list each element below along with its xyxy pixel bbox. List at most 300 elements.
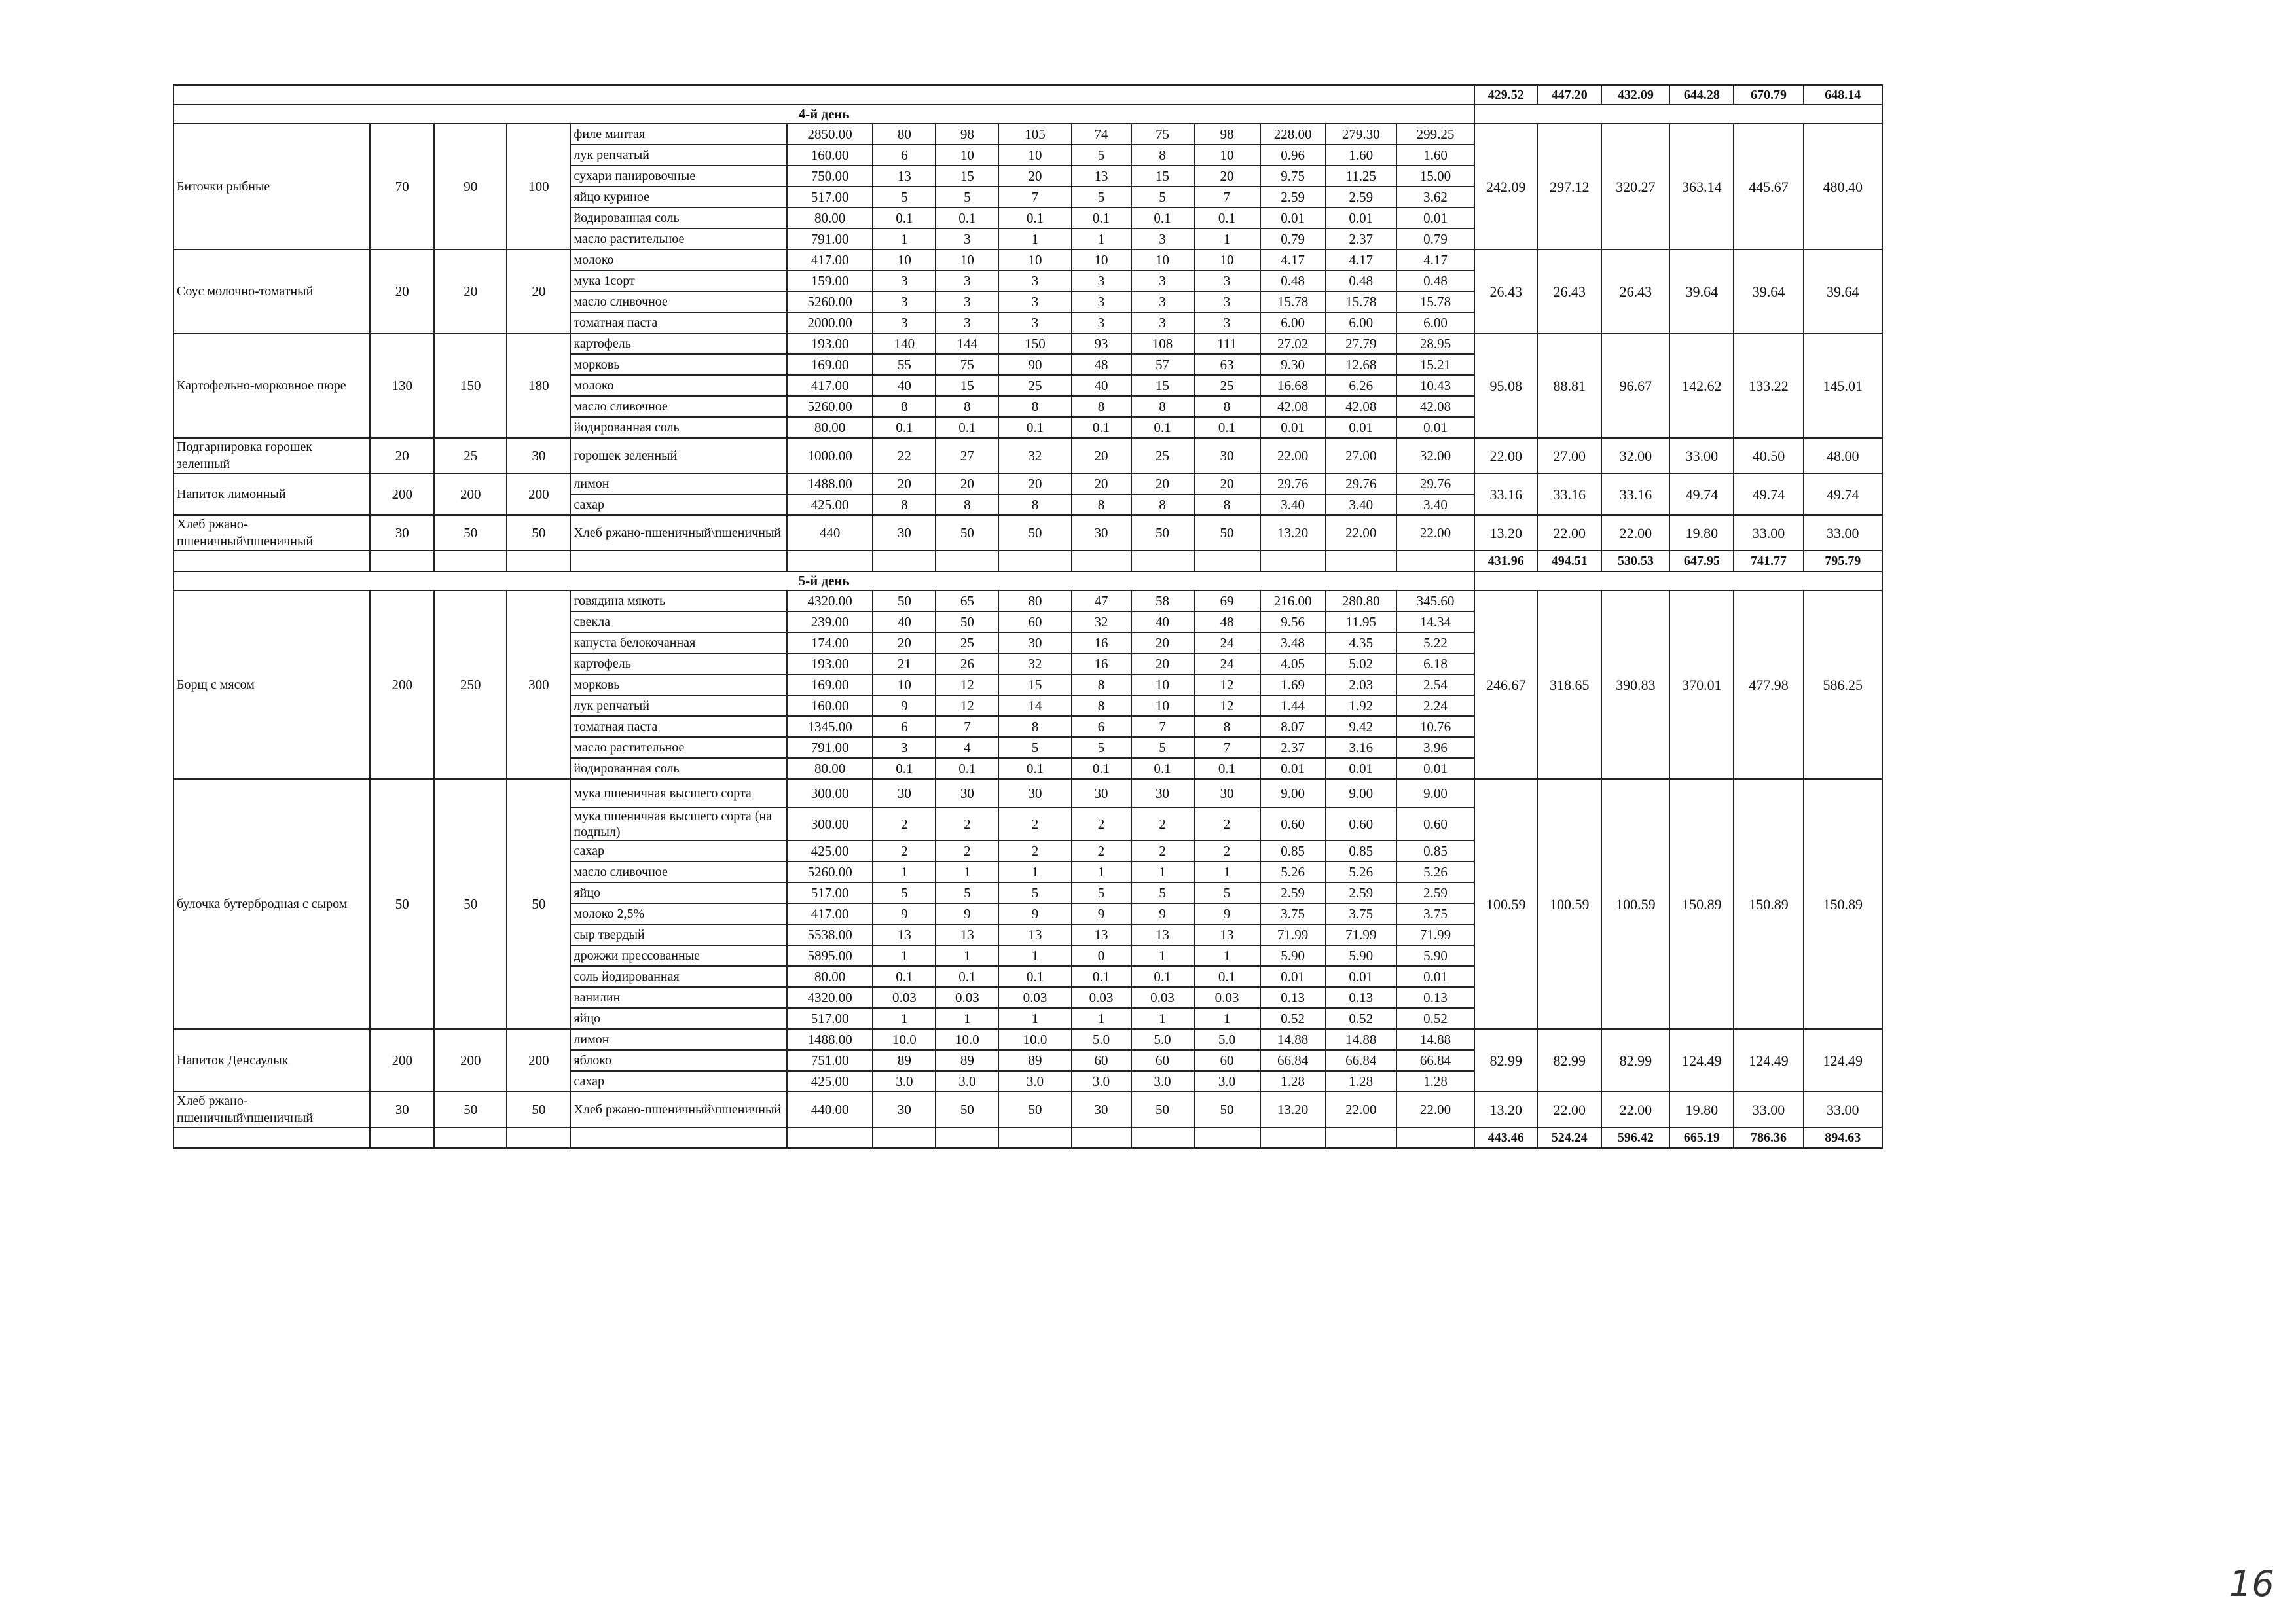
ingredient-weight: 3 [1194, 312, 1260, 333]
ingredient-cost: 9.75 [1260, 166, 1326, 187]
ingredient-price: 517.00 [787, 882, 873, 903]
ingredient-weight: 90 [998, 354, 1071, 375]
dish-total: 22.00 [1601, 515, 1669, 550]
ingredient-weight: 8 [1131, 494, 1194, 515]
dish-total: 33.00 [1669, 438, 1734, 473]
ingredient-row [173, 515, 1882, 550]
ingredient-cost: 5.26 [1326, 861, 1396, 882]
ingredient-weight: 5 [998, 737, 1071, 758]
ingredient-price: 159.00 [787, 270, 873, 291]
ingredient-weight: 9 [936, 903, 998, 924]
ingredient-weight: 3 [1131, 270, 1194, 291]
ingredient-cost: 0.85 [1396, 840, 1474, 861]
ingredient-price: 300.00 [787, 779, 873, 808]
ingredient-cost: 0.01 [1326, 208, 1396, 228]
ingredient-weight: 8 [873, 396, 936, 417]
day-sum: 741.77 [1734, 550, 1803, 571]
day-sum: 443.46 [1474, 1127, 1537, 1148]
blank-cell [998, 550, 1071, 571]
portion-grams: 200 [434, 473, 507, 515]
ingredient-weight: 89 [998, 1050, 1071, 1071]
ingredient-weight: 98 [936, 124, 998, 145]
ingredient-weight: 3 [873, 737, 936, 758]
ingredient-weight: 7 [1131, 716, 1194, 737]
ingredient-weight: 89 [936, 1050, 998, 1071]
ingredient-weight: 40 [873, 375, 936, 396]
dish-total: 33.16 [1601, 473, 1669, 515]
ingredient-weight: 12 [936, 674, 998, 695]
ingredient-name: масло сливочное [570, 396, 787, 417]
ingredient-cost: 29.76 [1326, 473, 1396, 494]
ingredient-cost: 71.99 [1326, 924, 1396, 945]
dish-total: 586.25 [1804, 590, 1882, 779]
ingredient-price: 791.00 [787, 737, 873, 758]
ingredient-weight: 20 [1131, 632, 1194, 653]
ingredient-weight: 3 [873, 270, 936, 291]
ingredient-cost: 1.28 [1326, 1071, 1396, 1092]
ingredient-weight: 15 [1131, 166, 1194, 187]
ingredient-cost: 1.44 [1260, 695, 1326, 716]
portion-grams: 50 [434, 779, 507, 1029]
ingredient-weight: 0.1 [1072, 208, 1131, 228]
ingredient-name: горошек зеленный [570, 438, 787, 473]
ingredient-weight: 30 [1072, 1092, 1131, 1127]
ingredient-price: 5538.00 [787, 924, 873, 945]
ingredient-weight: 1 [998, 228, 1071, 249]
ingredient-cost: 66.84 [1260, 1050, 1326, 1071]
menu-table [173, 84, 1883, 1149]
ingredient-weight: 8 [1194, 494, 1260, 515]
ingredient-weight: 24 [1194, 653, 1260, 674]
ingredient-name: яйцо куриное [570, 187, 787, 208]
ingredient-weight: 21 [873, 653, 936, 674]
portion-grams: 30 [370, 515, 434, 550]
ingredient-price: 5260.00 [787, 396, 873, 417]
ingredient-weight: 0.1 [1194, 417, 1260, 438]
ingredient-weight: 50 [1131, 515, 1194, 550]
ingredient-price: 169.00 [787, 354, 873, 375]
ingredient-cost: 0.01 [1326, 758, 1396, 779]
dish-total: 82.99 [1474, 1029, 1537, 1092]
blank-cell [370, 550, 434, 571]
ingredient-weight: 74 [1072, 124, 1131, 145]
dish-total: 150.89 [1804, 779, 1882, 1029]
ingredient-weight: 20 [998, 166, 1071, 187]
ingredient-weight: 3 [1072, 270, 1131, 291]
ingredient-weight: 3 [873, 312, 936, 333]
ingredient-cost: 0.96 [1260, 145, 1326, 166]
ingredient-weight: 2 [873, 808, 936, 840]
ingredient-row [173, 779, 1882, 808]
ingredient-price: 417.00 [787, 249, 873, 270]
ingredient-cost: 0.13 [1396, 987, 1474, 1008]
ingredient-weight: 8 [1131, 145, 1194, 166]
ingredient-weight: 10 [1194, 249, 1260, 270]
dish-total: 150.89 [1734, 779, 1803, 1029]
ingredient-name: лимон [570, 1029, 787, 1050]
ingredient-price: 1488.00 [787, 1029, 873, 1050]
ingredient-weight: 60 [1194, 1050, 1260, 1071]
ingredient-name: Хлеб ржано-пшеничный\пшеничный [570, 1092, 787, 1127]
ingredient-cost: 2.54 [1396, 674, 1474, 695]
dish-total: 82.99 [1537, 1029, 1601, 1092]
ingredient-price: 751.00 [787, 1050, 873, 1071]
ingredient-weight: 63 [1194, 354, 1260, 375]
ingredient-cost: 0.01 [1396, 417, 1474, 438]
ingredient-weight: 1 [1131, 861, 1194, 882]
dish-total: 19.80 [1669, 515, 1734, 550]
ingredient-cost: 71.99 [1260, 924, 1326, 945]
ingredient-cost: 12.68 [1326, 354, 1396, 375]
ingredient-weight: 5 [873, 187, 936, 208]
ingredient-weight: 0.1 [1194, 758, 1260, 779]
ingredient-row [173, 1092, 1882, 1127]
blank-cell [936, 550, 998, 571]
portion-grams: 100 [507, 124, 570, 249]
dish-total: 39.64 [1804, 249, 1882, 333]
dish-total: 133.22 [1734, 333, 1803, 438]
dish-total: 33.00 [1804, 1092, 1882, 1127]
ingredient-cost: 1.69 [1260, 674, 1326, 695]
day-sum: 665.19 [1669, 1127, 1734, 1148]
blank-cell [1260, 1127, 1326, 1148]
ingredient-price: 169.00 [787, 674, 873, 695]
blank-cell [173, 1127, 370, 1148]
ingredient-name: лимон [570, 473, 787, 494]
blank-cell [570, 1127, 787, 1148]
ingredient-name: картофель [570, 653, 787, 674]
dish-total: 100.59 [1474, 779, 1537, 1029]
ingredient-name: яблоко [570, 1050, 787, 1071]
ingredient-row [173, 1029, 1882, 1050]
ingredient-cost: 9.00 [1260, 779, 1326, 808]
ingredient-cost: 15.21 [1396, 354, 1474, 375]
ingredient-weight: 8 [1072, 674, 1131, 695]
ingredient-cost: 2.59 [1260, 882, 1326, 903]
dish-total: 22.00 [1537, 515, 1601, 550]
ingredient-price: 2850.00 [787, 124, 873, 145]
ingredient-cost: 5.26 [1260, 861, 1326, 882]
ingredient-price: 440 [787, 515, 873, 550]
ingredient-weight: 30 [998, 632, 1071, 653]
ingredient-weight: 8 [1072, 396, 1131, 417]
ingredient-weight: 3 [1131, 228, 1194, 249]
ingredient-weight: 5.0 [1072, 1029, 1131, 1050]
ingredient-cost: 27.00 [1326, 438, 1396, 473]
ingredient-cost: 42.08 [1396, 396, 1474, 417]
ingredient-cost: 0.01 [1396, 208, 1474, 228]
dish-name: Хлеб ржано-пшеничный\пшеничный [173, 515, 370, 550]
dish-total: 390.83 [1601, 590, 1669, 779]
ingredient-weight: 12 [936, 695, 998, 716]
ingredient-name: масло сливочное [570, 861, 787, 882]
ingredient-cost: 0.01 [1326, 966, 1396, 987]
ingredient-weight: 0.1 [998, 417, 1071, 438]
ingredient-weight: 5 [1194, 882, 1260, 903]
carried-total: 447.20 [1537, 85, 1601, 105]
ingredient-cost: 3.75 [1396, 903, 1474, 924]
ingredient-cost: 15.78 [1326, 291, 1396, 312]
ingredient-weight: 0.03 [998, 987, 1071, 1008]
day-sum: 530.53 [1601, 550, 1669, 571]
ingredient-cost: 0.13 [1326, 987, 1396, 1008]
ingredient-weight: 7 [936, 716, 998, 737]
carried-total: 432.09 [1601, 85, 1669, 105]
ingredient-weight: 25 [936, 632, 998, 653]
ingredient-name: лук репчатый [570, 145, 787, 166]
ingredient-cost: 0.60 [1326, 808, 1396, 840]
portion-grams: 180 [507, 333, 570, 438]
ingredient-row [173, 438, 1882, 473]
portion-grams: 300 [507, 590, 570, 779]
ingredient-weight: 7 [998, 187, 1071, 208]
dish-name: Борщ с мясом [173, 590, 370, 779]
portion-grams: 130 [370, 333, 434, 438]
ingredient-weight: 0.1 [1131, 966, 1194, 987]
ingredient-weight: 5 [998, 882, 1071, 903]
ingredient-weight: 30 [1131, 779, 1194, 808]
blank-cell [370, 1127, 434, 1148]
ingredient-name: йодированная соль [570, 417, 787, 438]
ingredient-weight: 48 [1072, 354, 1131, 375]
blank-cell [1396, 550, 1474, 571]
ingredient-cost: 0.01 [1396, 758, 1474, 779]
ingredient-weight: 30 [1194, 438, 1260, 473]
ingredient-weight: 10.0 [936, 1029, 998, 1050]
ingredient-price: 80.00 [787, 966, 873, 987]
ingredient-weight: 3 [1194, 291, 1260, 312]
ingredient-weight: 75 [1131, 124, 1194, 145]
ingredient-weight: 9 [873, 903, 936, 924]
ingredient-weight: 10 [1131, 674, 1194, 695]
ingredient-weight: 50 [936, 611, 998, 632]
dish-total: 22.00 [1601, 1092, 1669, 1127]
day-sum: 596.42 [1601, 1127, 1669, 1148]
day-title: 5-й день [173, 571, 1474, 590]
ingredient-weight: 2 [1072, 808, 1131, 840]
ingredient-weight: 10 [1131, 695, 1194, 716]
ingredient-weight: 0 [1072, 945, 1131, 966]
ingredient-cost: 13.20 [1260, 1092, 1326, 1127]
ingredient-price: 193.00 [787, 653, 873, 674]
ingredient-cost: 4.17 [1260, 249, 1326, 270]
ingredient-weight: 13 [1072, 924, 1131, 945]
dish-total: 100.59 [1537, 779, 1601, 1029]
blank-cell [1474, 105, 1882, 124]
ingredient-cost: 5.02 [1326, 653, 1396, 674]
ingredient-name: сахар [570, 1071, 787, 1092]
ingredient-cost: 0.52 [1326, 1008, 1396, 1029]
dish-total: 27.00 [1537, 438, 1601, 473]
carried-totals-row [173, 85, 1882, 105]
ingredient-cost: 3.62 [1396, 187, 1474, 208]
dish-name: Картофельно-морковное пюре [173, 333, 370, 438]
ingredient-weight: 3 [1131, 312, 1194, 333]
ingredient-weight: 1 [1072, 861, 1131, 882]
ingredient-cost: 2.59 [1326, 187, 1396, 208]
ingredient-cost: 22.00 [1396, 1092, 1474, 1127]
ingredient-cost: 9.30 [1260, 354, 1326, 375]
ingredient-cost: 3.40 [1260, 494, 1326, 515]
ingredient-weight: 8 [936, 396, 998, 417]
ingredient-weight: 9 [998, 903, 1071, 924]
ingredient-weight: 3 [998, 312, 1071, 333]
ingredient-name: мука пшеничная высшего сорта (на подпыл) [570, 808, 787, 840]
ingredient-cost: 4.35 [1326, 632, 1396, 653]
ingredient-cost: 4.17 [1396, 249, 1474, 270]
ingredient-cost: 2.03 [1326, 674, 1396, 695]
ingredient-cost: 2.24 [1396, 695, 1474, 716]
day-sum: 786.36 [1734, 1127, 1803, 1148]
ingredient-weight: 3 [998, 270, 1071, 291]
ingredient-weight: 60 [1072, 1050, 1131, 1071]
ingredient-weight: 57 [1131, 354, 1194, 375]
ingredient-weight: 3 [873, 291, 936, 312]
dish-total: 477.98 [1734, 590, 1803, 779]
ingredient-cost: 0.48 [1326, 270, 1396, 291]
ingredient-weight: 0.03 [936, 987, 998, 1008]
ingredient-weight: 10 [1194, 145, 1260, 166]
ingredient-weight: 0.03 [1194, 987, 1260, 1008]
dish-total: 246.67 [1474, 590, 1537, 779]
ingredient-cost: 0.79 [1396, 228, 1474, 249]
ingredient-cost: 22.00 [1396, 515, 1474, 550]
ingredient-weight: 8 [998, 396, 1071, 417]
ingredient-name: мука пшеничная высшего сорта [570, 779, 787, 808]
ingredient-weight: 2 [1072, 840, 1131, 861]
ingredient-weight: 93 [1072, 333, 1131, 354]
day-sum: 494.51 [1537, 550, 1601, 571]
blank-cell [873, 550, 936, 571]
ingredient-cost: 9.42 [1326, 716, 1396, 737]
dish-total: 88.81 [1537, 333, 1601, 438]
ingredient-weight: 1 [1131, 1008, 1194, 1029]
ingredient-weight: 69 [1194, 590, 1260, 611]
ingredient-cost: 29.76 [1260, 473, 1326, 494]
dish-total: 13.20 [1474, 515, 1537, 550]
dish-total: 124.49 [1804, 1029, 1882, 1092]
ingredient-weight: 5.0 [1131, 1029, 1194, 1050]
ingredient-weight: 0.1 [873, 208, 936, 228]
dish-total: 318.65 [1537, 590, 1601, 779]
ingredient-name: лук репчатый [570, 695, 787, 716]
ingredient-cost: 279.30 [1326, 124, 1396, 145]
ingredient-weight: 8 [1194, 396, 1260, 417]
dish-total: 22.00 [1474, 438, 1537, 473]
ingredient-weight: 20 [1131, 653, 1194, 674]
ingredient-cost: 16.68 [1260, 375, 1326, 396]
ingredient-price: 4320.00 [787, 987, 873, 1008]
carried-total: 429.52 [1474, 85, 1537, 105]
portion-grams: 20 [370, 249, 434, 333]
ingredient-cost: 3.75 [1326, 903, 1396, 924]
portion-grams: 20 [507, 249, 570, 333]
ingredient-weight: 5 [936, 187, 998, 208]
ingredient-name: сухари панировочные [570, 166, 787, 187]
dish-name: Напиток лимонный [173, 473, 370, 515]
dish-total: 297.12 [1537, 124, 1601, 249]
ingredient-weight: 30 [998, 779, 1071, 808]
ingredient-cost: 8.07 [1260, 716, 1326, 737]
ingredient-cost: 1.28 [1260, 1071, 1326, 1092]
dish-total: 39.64 [1734, 249, 1803, 333]
ingredient-weight: 16 [1072, 653, 1131, 674]
ingredient-price: 80.00 [787, 417, 873, 438]
day-sum-row [173, 1127, 1882, 1148]
day-sum: 524.24 [1537, 1127, 1601, 1148]
ingredient-weight: 60 [998, 611, 1071, 632]
ingredient-weight: 5 [1131, 187, 1194, 208]
ingredient-cost: 3.40 [1326, 494, 1396, 515]
ingredient-weight: 15 [936, 375, 998, 396]
ingredient-weight: 6 [873, 716, 936, 737]
ingredient-price: 5260.00 [787, 291, 873, 312]
ingredient-price: 2000.00 [787, 312, 873, 333]
blank-cell [507, 1127, 570, 1148]
blank-cell [1131, 550, 1194, 571]
blank-cell [936, 1127, 998, 1148]
ingredient-cost: 28.95 [1396, 333, 1474, 354]
ingredient-price: 174.00 [787, 632, 873, 653]
portion-grams: 50 [507, 515, 570, 550]
dish-name: Напиток Денсаулык [173, 1029, 370, 1092]
ingredient-cost: 9.00 [1396, 779, 1474, 808]
ingredient-weight: 13 [873, 924, 936, 945]
dish-total: 48.00 [1804, 438, 1882, 473]
ingredient-weight: 50 [936, 1092, 998, 1127]
ingredient-weight: 8 [998, 494, 1071, 515]
ingredient-weight: 50 [998, 1092, 1071, 1127]
ingredient-weight: 5 [936, 882, 998, 903]
ingredient-weight: 20 [1194, 473, 1260, 494]
day-title: 4-й день [173, 105, 1474, 124]
dish-total: 33.00 [1734, 1092, 1803, 1127]
ingredient-weight: 30 [936, 779, 998, 808]
ingredient-weight: 25 [1131, 438, 1194, 473]
ingredient-cost: 0.48 [1260, 270, 1326, 291]
ingredient-row [173, 249, 1882, 270]
ingredient-weight: 2 [936, 840, 998, 861]
ingredient-weight: 15 [936, 166, 998, 187]
ingredient-cost: 1.28 [1396, 1071, 1474, 1092]
ingredient-row [173, 473, 1882, 494]
ingredient-weight: 0.1 [998, 966, 1071, 987]
ingredient-name: картофель [570, 333, 787, 354]
ingredient-weight: 8 [1194, 716, 1260, 737]
ingredient-price: 417.00 [787, 375, 873, 396]
dish-name: булочка бутербродная с сыром [173, 779, 370, 1029]
ingredient-weight: 30 [873, 779, 936, 808]
ingredient-name: ванилин [570, 987, 787, 1008]
dish-total: 33.00 [1804, 515, 1882, 550]
ingredient-weight: 3.0 [998, 1071, 1071, 1092]
blank-cell [1396, 1127, 1474, 1148]
ingredient-name: йодированная соль [570, 758, 787, 779]
ingredient-cost: 4.05 [1260, 653, 1326, 674]
ingredient-weight: 27 [936, 438, 998, 473]
ingredient-price: 425.00 [787, 494, 873, 515]
ingredient-weight: 30 [1194, 779, 1260, 808]
ingredient-price: 239.00 [787, 611, 873, 632]
blank-cell [507, 550, 570, 571]
dish-total: 33.00 [1734, 515, 1803, 550]
ingredient-weight: 8 [998, 716, 1071, 737]
day-sum: 431.96 [1474, 550, 1537, 571]
ingredient-cost: 0.01 [1260, 208, 1326, 228]
blank-cell [434, 550, 507, 571]
ingredient-name: масло растительное [570, 228, 787, 249]
portion-grams: 50 [434, 515, 507, 550]
